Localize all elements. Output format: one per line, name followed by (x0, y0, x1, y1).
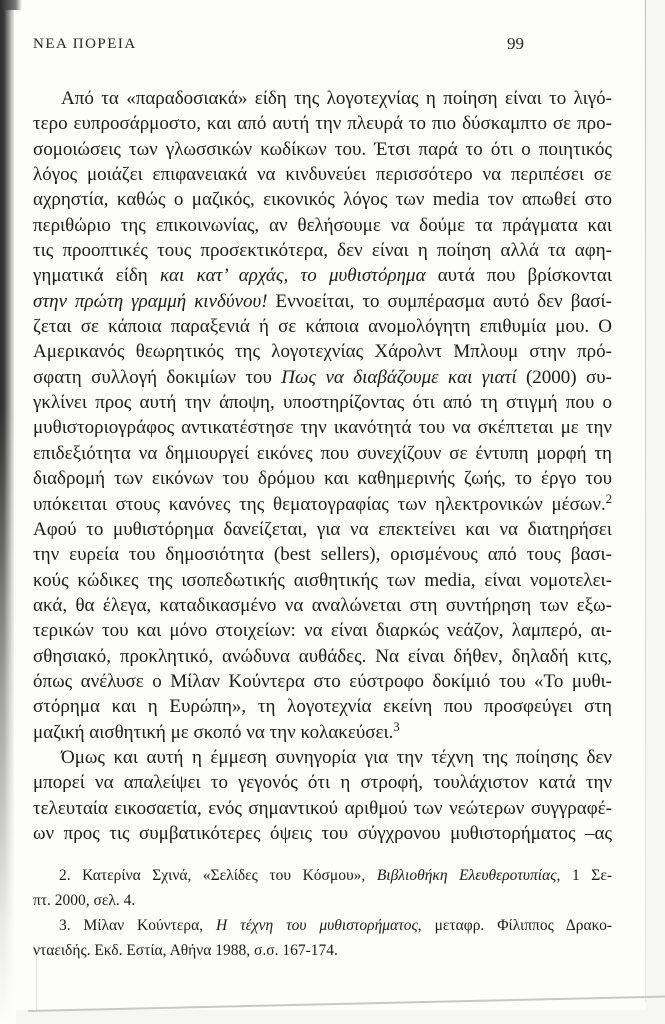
text-line (33, 644, 612, 669)
text-segment: μπορεί να απαλείψει το γεγονός ότι η στροφή, τουλάχιστον κατά την (33, 772, 612, 794)
text-line (33, 745, 612, 770)
footnotes (33, 863, 612, 963)
italic-text: και κατ’ αρχάς, το μυθιστόρημα (159, 265, 426, 287)
text-line (33, 694, 612, 719)
text-segment: τελευταία εικοσαετία, ενός σημαντικού αριθμού των νεώτερων συγγραφέ- (33, 797, 612, 819)
text-segment: γηματικά είδη (33, 265, 160, 287)
text-line (33, 669, 612, 694)
text-segment: περιθώριο της επικοινωνίας, αν θελήσουμε να δούμε τα πράγματα και (33, 214, 612, 236)
footnote-line (33, 888, 612, 913)
footnote-marker: 3 (393, 719, 400, 734)
text-line (33, 568, 612, 593)
text-line (33, 441, 612, 466)
footnote-line (33, 863, 612, 888)
text-segment: ων προς τις συμβατικότερες όψεις του σύγχρονου μυθιστορήματος –ας (33, 822, 612, 844)
text-segment: 3. Μίλαν Κούντερα, (59, 917, 217, 934)
italic-text: Βιβλιοθήκη Ελευθεροτυπίας (376, 867, 557, 884)
text-segment: υπόκειται στους κανόνες της θεματογραφίας των ηλεκτρονικών μέσων. (33, 493, 606, 515)
text-segment: επιδεξιότητα να δημιουργεί εικόνες που συνεχίζουν σε έντυπη μορφή τη (33, 442, 612, 464)
text-line (33, 238, 612, 263)
text-line (33, 187, 612, 212)
text-segment: αχρηστία, καθώς ο μαζικός, εικονικός λόγος των media τον απωθεί στο (33, 189, 612, 211)
text-line (33, 415, 612, 440)
text-segment: μυθιστοριογράφος αντικατέστησε την ικανότητά του να σκέπτεται με την (33, 417, 612, 439)
footnote-line (33, 938, 612, 963)
text-segment: Αμερικανός θεωρητικός της λογοτεχνίας Χάρολντ Μπλουμ στην πρό- (33, 341, 612, 363)
text-line (33, 365, 612, 390)
text-segment: (2000) συ- (516, 366, 612, 388)
scan-binding-shadow-fade (0, 0, 16, 1024)
body-text (33, 86, 612, 846)
text-segment: τις προοπτικές τους προσεκτικότερα, δεν είναι η ποίηση αλλά τα αφη- (33, 240, 612, 262)
text-segment: την ευρεία του δημοσιότητα (best sellers), ορισμένους από τους βασι- (33, 544, 612, 566)
text-segment: νταειδής. Εκδ. Εστία, Αθήνα 1988, σ.σ. 167-174. (33, 942, 338, 959)
text-segment: 2. Κατερίνα Σχινά, «Σελίδες του Κόσμου», (59, 867, 377, 884)
page-number: 99 (507, 34, 524, 53)
text-segment: σθησιακό, προκλητικό, ανώδυνα αυθάδες. Να είναι δήθεν, δηλαδή κιτς, (33, 645, 612, 667)
text-segment: Όμως και αυτή η έμμεση συνηγορία για την τέχνη της ποίησης δεν (61, 746, 612, 768)
italic-text: Η τέχνη του μυθιστορήματος (216, 917, 418, 934)
text-line (33, 618, 612, 643)
running-header (33, 36, 613, 56)
text-line (33, 593, 612, 618)
text-line (33, 263, 612, 288)
italic-text: στην πρώτη γραμμή κινδύνου! (33, 290, 268, 312)
text-segment: ζεται σε κάποια παραξενιά ή σε κάποια ανομολόγητη επιθυμία μου. Ο (33, 316, 612, 338)
text-segment: διαδρομή των εικόνων του δρόμου και καθημερινής ζωής, το έργο του (33, 468, 612, 490)
italic-text: Πως να διαβάζουμε και γιατί (281, 366, 517, 388)
text-line (33, 213, 612, 238)
scan-top-corner-mark (0, 0, 22, 10)
text-segment: Αφού το μυθιστόρημα δανείζεται, για να επεκτείνει και να διατηρήσει (33, 518, 612, 540)
text-line (33, 86, 612, 111)
text-segment: γκλίνει προς αυτή την άποψη, υποστηρίζοντας ότι από τη στιγμή που ο (33, 392, 612, 414)
text-line (33, 162, 612, 187)
text-segment: , 1 Σε- (556, 867, 612, 884)
text-line (33, 314, 612, 339)
text-segment: πτ. 2000, σελ. 4. (33, 892, 136, 909)
text-line (33, 720, 612, 745)
text-segment: ακά, θα έλεγα, καταδικασμένο να αναλώνεται στη συντήρηση των εξω- (33, 594, 612, 616)
text-segment: Εννοείται, το συμπέρασμα αυτό δεν βασί- (267, 290, 612, 312)
text-segment: , μεταφρ. Φίλιππος Δρακο- (417, 917, 612, 934)
text-line (33, 770, 612, 795)
text-line (33, 137, 612, 162)
footnote-marker: 2 (605, 491, 612, 506)
text-segment: τερο ευπροσάρμοστο, και από αυτή την πλευρά το πιο δύσκαμπτο σε προ- (33, 113, 612, 135)
text-segment: αυτά που βρίσκονται (425, 265, 612, 287)
text-segment: κούς κώδικες της ισοπεδωτικής αισθητικής των media, είναι νομοτελει- (33, 569, 612, 591)
text-segment: σομοιώσεις των γλωσσικών κωδίκων του. Έτσι παρά το ότι ο ποιητικός (33, 138, 612, 160)
text-segment: μαζική αισθητική με σκοπό να την κολακεύσει. (33, 721, 394, 743)
text-line (33, 542, 612, 567)
text-line (33, 517, 612, 542)
journal-title: ΝΕΑ ΠΟΡΕΙΑ (33, 36, 137, 52)
text-line (33, 821, 612, 846)
text-line (33, 289, 612, 314)
text-line (33, 492, 612, 517)
page-right-edge-line (645, 0, 646, 1002)
text-line (33, 390, 612, 415)
text-segment: όπως ανέλυσε ο Μίλαν Κούντερα στο εύστροφο δοκίμιό του «Το μυθι- (33, 670, 612, 692)
text-segment: λόγος μοιάζει επιφανειακά να κινδυνεύει περισσότερο να περιπέσει σε (33, 164, 612, 186)
text-segment: Από τα «παραδοσιακά» είδη της λογοτεχνίας η ποίηση είναι το λιγό- (61, 88, 612, 109)
text-line (33, 339, 612, 364)
text-line (33, 466, 612, 491)
text-line (33, 111, 612, 136)
text-segment: σφατη συλλογή δοκιμίων του (33, 366, 282, 388)
text-segment: στόρημα και η Ευρώπη», τη λογοτεχνία εκείνη που προσφεύγει στη (33, 696, 612, 718)
text-segment: τερικών του και μόνο στοιχείων: να είναι διαρκώς νεάζον, λαμπερό, αι- (33, 620, 612, 642)
footnote-line (33, 913, 612, 938)
text-line (33, 796, 612, 821)
